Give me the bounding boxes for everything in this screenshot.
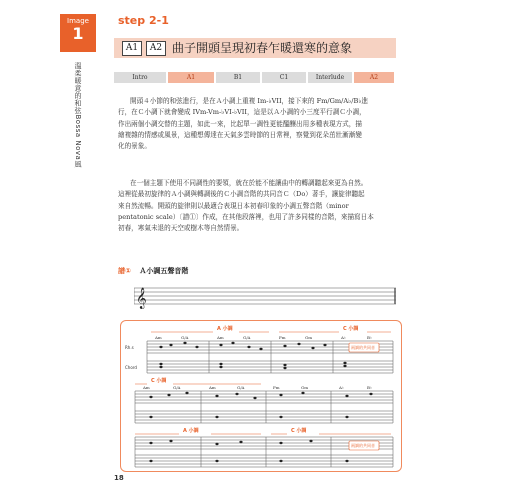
- form-segment-interlude: Interlude: [308, 72, 352, 83]
- body-paragraph-1: [118, 96, 394, 152]
- pentatonic-staff: [134, 282, 396, 310]
- paragraph-line: 化的景象。: [118, 142, 151, 151]
- chapter-tab-label: Image: [67, 17, 89, 25]
- section-title: 曲子開頭呈現初春乍暖還寒的意象: [172, 41, 353, 55]
- chord-label: A♭: [339, 385, 344, 390]
- song-form-bar: [114, 72, 394, 83]
- chord-label: G/A: [173, 385, 181, 390]
- paragraph-line: 行，在Ｃ小調下就會變成 IVm-Vm-♭VI-♭VII，這是以Ａ小調的小三度平行調Ｃ小調，: [118, 108, 366, 117]
- key-label: A 小調: [183, 428, 199, 434]
- key-label: C 小調: [151, 378, 167, 384]
- page-number: 18: [114, 474, 124, 482]
- chapter-tab: [60, 14, 96, 52]
- common-tone-label: 兩調的共同音: [351, 345, 375, 350]
- form-segment-a2: A2: [354, 72, 394, 83]
- key-label: C 小調: [343, 326, 359, 332]
- score-svg: [121, 321, 401, 471]
- key-label: A 小調: [217, 326, 233, 332]
- chord-label: Fm: [279, 335, 286, 340]
- paragraph-line: 在一個主題下使用不同調性的要領，就在於能不能讓曲中的轉調聽起來更為自然。: [130, 179, 368, 187]
- chapter-tab-number: 1: [72, 24, 84, 43]
- key-label: C 小調: [291, 428, 307, 434]
- paragraph-line: 初春，寒氣未退的天空或樹木等自然情景。: [118, 224, 244, 233]
- treble-clef-icon: 𝄞: [136, 288, 147, 309]
- section-code-a: A1: [122, 41, 142, 56]
- chord-label: Am: [155, 335, 162, 340]
- form-segment-b1: B1: [216, 72, 260, 83]
- figure-title: Ａ小調五聲音階: [139, 267, 189, 275]
- score-example: [120, 320, 402, 472]
- chord-label: Am: [143, 385, 150, 390]
- form-segment-a1: A1: [168, 72, 214, 83]
- part-label-chord: Chord: [125, 365, 137, 370]
- common-tone-label: 兩調的共同音: [351, 443, 375, 448]
- paragraph-line: 作出兩個小調交替的主題，如此一來，比起單一調性更能醞釀出用多種表現方式，描: [118, 119, 362, 128]
- chord-label: Gm: [305, 335, 312, 340]
- section-code-b: A2: [146, 41, 166, 56]
- body-paragraph-2: [118, 178, 394, 234]
- chord-label: B♭: [367, 335, 372, 340]
- paragraph-line: pentatonic scale）〔譜①〕作成，在其他段落裡，也用了許多同樣的音階，來描寫日本: [118, 212, 374, 221]
- chord-label: Gm: [301, 385, 308, 390]
- form-segment-intro: Intro: [114, 72, 166, 83]
- chord-label: A♭: [341, 335, 346, 340]
- figure-number: 譜①: [118, 267, 131, 275]
- figure-caption: [118, 266, 188, 276]
- chord-label: G/A: [181, 335, 189, 340]
- paragraph-line: 開頭４小節的和弦進行，是在Ａ小調上重複 Im-♭VII，接下來的 Fm/Gm/A♭/B♭進: [130, 97, 369, 105]
- step-label: step 2-1: [118, 14, 169, 27]
- section-heading: [114, 38, 396, 58]
- chapter-vertical-title: 溫柔暖意的和弦Bossa Nova風: [74, 62, 82, 168]
- chord-label: Fm: [273, 385, 280, 390]
- chapter-sidebar: [60, 14, 96, 484]
- paragraph-line: 來自然流暢。開頭的旋律則以最適合表現日本初春印象的小調五聲音階（minor: [118, 201, 349, 210]
- chord-label: G/A: [237, 385, 245, 390]
- part-label-rhs: Rh.s: [125, 345, 134, 350]
- paragraph-line: 這裡從最初旋律的Ａ小調與轉調後的Ｃ小調音階的共同音Ｃ（Do）著手，讓旋律聽起: [118, 190, 365, 199]
- chord-label: Am: [217, 335, 224, 340]
- chord-label: Am: [209, 385, 216, 390]
- paragraph-line: 繪複雜的情感或風景，這種想傳達在天氣多雲時節的日常裡，察覺到花朵茁壯漸漸變: [118, 130, 362, 139]
- chord-label: G/A: [243, 335, 251, 340]
- chord-label: B♭: [367, 385, 372, 390]
- form-segment-c1: C1: [262, 72, 306, 83]
